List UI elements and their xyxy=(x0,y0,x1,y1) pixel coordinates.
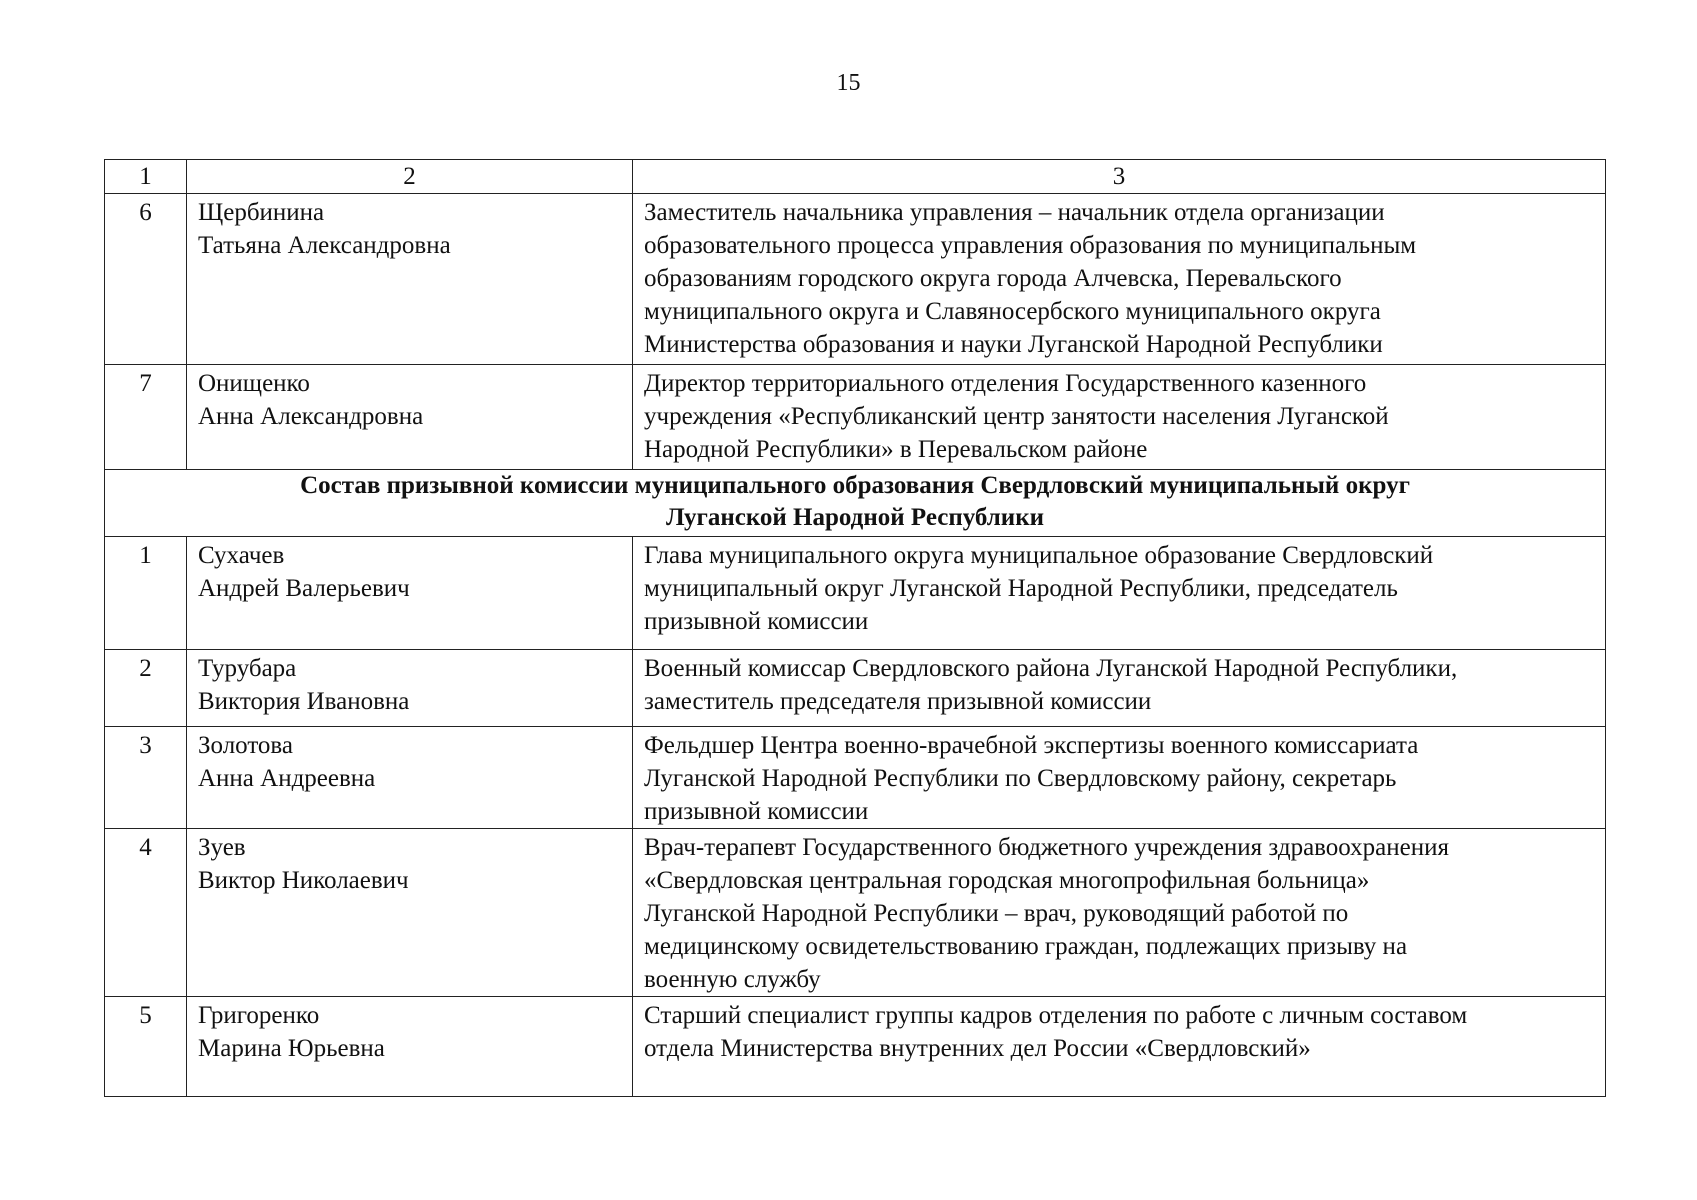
position-line: призывной комиссии xyxy=(644,608,869,635)
member-name xyxy=(187,829,633,997)
position-line: Фельдшер Центра военно-врачебной экспертизы военного комиссариата xyxy=(644,732,1419,759)
section-title-line: Состав призывной комиссии муниципального образования Свердловский муниципальный округ xyxy=(300,472,1410,499)
position-line: военную службу xyxy=(644,966,821,993)
member-position xyxy=(633,829,1606,997)
member-name xyxy=(187,650,633,727)
position-line: Врач-терапевт Государственного бюджетного учреждения здравоохранения xyxy=(644,834,1450,861)
member-position xyxy=(633,537,1606,650)
row-number: 1 xyxy=(105,537,187,650)
position-line: Директор территориального отделения Государственного казенного xyxy=(644,370,1367,397)
position-line: Военный комиссар Свердловского района Луганской Народной Республики, xyxy=(644,655,1458,682)
member-name xyxy=(187,997,633,1097)
row-number: 4 xyxy=(105,829,187,997)
member-position xyxy=(633,194,1606,365)
table-row xyxy=(105,997,1606,1097)
row-number: 5 xyxy=(105,997,187,1097)
member-surname: Григоренко xyxy=(198,1002,320,1029)
table-row xyxy=(105,365,1606,470)
header-cell-name: 2 xyxy=(187,160,633,194)
table-header-row xyxy=(105,160,1606,194)
position-line: Заместитель начальника управления – начальник отдела организации xyxy=(644,199,1385,226)
commission-table xyxy=(104,159,1606,1097)
member-surname: Золотова xyxy=(198,732,294,759)
row-number: 2 xyxy=(105,650,187,727)
member-name xyxy=(187,194,633,365)
member-name xyxy=(187,365,633,470)
table-row xyxy=(105,194,1606,365)
position-line: Народной Республики» в Перевальском районе xyxy=(644,436,1148,463)
member-position xyxy=(633,650,1606,727)
position-line: муниципального округа и Славяносербского муниципального округа xyxy=(644,298,1381,325)
position-line: Министерства образования и науки Луганской Народной Республики xyxy=(644,331,1383,358)
member-position xyxy=(633,365,1606,470)
member-given-names: Татьяна Александровна xyxy=(198,232,451,259)
section-title xyxy=(105,470,1606,537)
row-number: 7 xyxy=(105,365,187,470)
table-row xyxy=(105,650,1606,727)
section-title-row xyxy=(105,470,1606,537)
member-given-names: Анна Андреевна xyxy=(198,765,376,792)
table-row xyxy=(105,829,1606,997)
header-cell-number: 1 xyxy=(105,160,187,194)
position-line: заместитель председателя призывной комиссии xyxy=(644,688,1152,715)
position-line: призывной комиссии xyxy=(644,798,869,825)
member-given-names: Виктория Ивановна xyxy=(198,688,410,715)
position-line: Глава муниципального округа муниципальное образование Свердловский xyxy=(644,542,1434,569)
member-given-names: Андрей Валерьевич xyxy=(198,575,410,602)
member-surname: Зуев xyxy=(198,834,246,861)
position-line: отдела Министерства внутренних дел России «Свердловский» xyxy=(644,1035,1311,1062)
member-surname: Сухачев xyxy=(198,542,285,569)
section-title-line: Луганской Народной Республики xyxy=(665,504,1045,531)
member-surname: Турубара xyxy=(198,655,297,682)
position-line: образовательного процесса управления образования по муниципальным xyxy=(644,232,1417,259)
member-position xyxy=(633,997,1606,1097)
member-position xyxy=(633,727,1606,829)
page-number: 15 xyxy=(836,70,861,96)
member-name xyxy=(187,727,633,829)
position-line: «Свердловская центральная городская многопрофильная больница» xyxy=(644,867,1370,894)
position-line: Луганской Народной Республики по Свердловскому району, секретарь xyxy=(644,765,1397,792)
member-surname: Щербинина xyxy=(198,199,325,226)
row-number: 3 xyxy=(105,727,187,829)
position-line: Старший специалист группы кадров отделения по работе с личным составом xyxy=(644,1002,1468,1029)
member-given-names: Марина Юрьевна xyxy=(198,1035,385,1062)
position-line: медицинскому освидетельствованию граждан, подлежащих призыву на xyxy=(644,933,1408,960)
position-line: образованиям городского округа города Алчевска, Перевальского xyxy=(644,265,1342,292)
member-name xyxy=(187,537,633,650)
member-given-names: Анна Александровна xyxy=(198,403,424,430)
position-line: учреждения «Республиканский центр занятости населения Луганской xyxy=(644,403,1389,430)
position-line: Луганской Народной Республики – врач, руководящий работой по xyxy=(644,900,1349,927)
header-cell-position: 3 xyxy=(633,160,1606,194)
row-number: 6 xyxy=(105,194,187,365)
table-row xyxy=(105,727,1606,829)
position-line: муниципальный округ Луганской Народной Республики, председатель xyxy=(644,575,1398,602)
member-surname: Онищенко xyxy=(198,370,310,397)
member-given-names: Виктор Николаевич xyxy=(198,867,409,894)
table-row xyxy=(105,537,1606,650)
